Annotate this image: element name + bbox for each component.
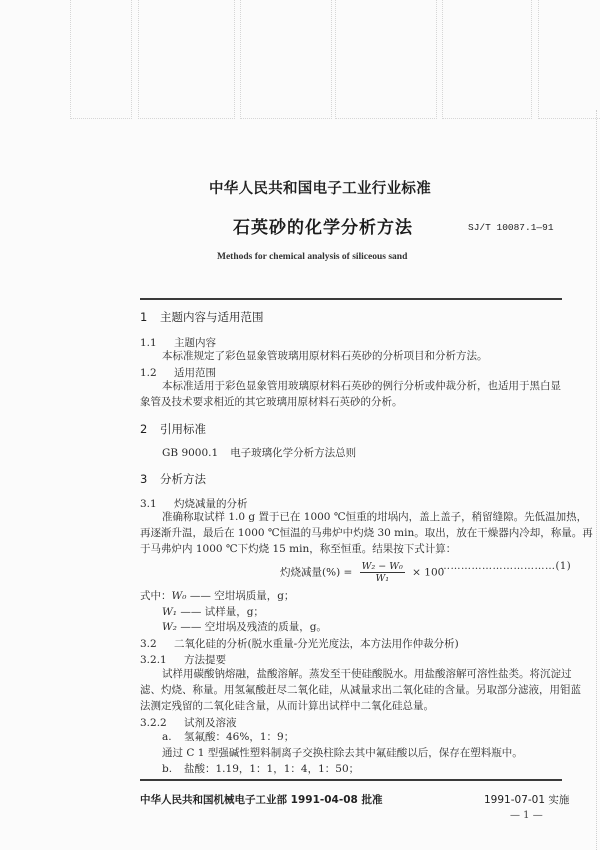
formula-lhs: 灼烧减量(%) = [280, 566, 353, 579]
equation-number: ……………………………(1) [440, 561, 572, 572]
footer-divider [140, 779, 562, 781]
bleed-box [442, 0, 532, 119]
section-1-1-heading: 1.1 主题内容 [140, 337, 216, 349]
scan-edge [596, 110, 598, 850]
implementation-date: 1991-07-01 实施 [484, 794, 570, 806]
english-title: Methods for chemical analysis of siliceous sand [217, 252, 408, 262]
bleed-box [240, 0, 332, 119]
reference-code: GB 9000.1 [162, 447, 219, 459]
bleed-box [138, 0, 235, 119]
reagent-item: b. 盐酸：1.19，1：1，1：4，1：50； [162, 763, 360, 775]
page-number: — 1 — [510, 810, 543, 821]
section-3-2-2-heading: 3.2.2 试剂及溶液 [140, 717, 237, 729]
loss-on-ignition-formula [280, 561, 444, 584]
variable-definition: 式中：W₀ —— 空坩埚质量，g； [140, 590, 295, 602]
variable-definition: W₁ —— 试样量，g； [162, 606, 264, 618]
section-3-1-text-line: 准确称取试样 1.0 g 置于已在 1000 ℃恒重的坩埚内，盖上盖子，稍留缝隙。先低温加热， [162, 511, 588, 523]
document-title: 石英砂的化学分析方法 [233, 218, 413, 238]
approval-statement: 中华人民共和国机械电子工业部 1991-04-08 批准 [140, 794, 383, 806]
bleed-box [538, 0, 600, 119]
formula-rhs: × 100 [412, 566, 445, 579]
bleed-box [70, 0, 132, 119]
referenced-standard [162, 446, 356, 461]
section-3-2-heading: 3.2 二氧化硅的分析(脱水重量-分光光度法，本方法用作仲裁分析) [140, 638, 459, 650]
section-3-1-heading: 3.1 灼烧减量的分析 [140, 498, 248, 510]
section-1-2-text-line: 象管及技术要求相近的其它玻璃用原材料石英砂的分析。 [140, 396, 403, 408]
reagent-note: 通过 C 1 型强碱性塑料制离子交换柱除去其中氟硅酸以后，保存在塑料瓶中。 [162, 747, 523, 759]
scan-bleed-through [70, 0, 600, 120]
formula-numerator: W₂ − W₀ [361, 561, 403, 572]
standard-code: SJ/T 10087.1—91 [468, 222, 554, 233]
formula-fraction [360, 561, 405, 584]
reagent-item: a. 氢氟酸：46%，1：9； [162, 731, 295, 743]
header-divider [140, 298, 562, 300]
reference-title: 电子玻璃化学分析方法总则 [230, 447, 357, 459]
section-1-1-text: 本标准规定了彩色显象管玻璃用原材料石英砂的分析项目和分析方法。 [162, 350, 488, 362]
section-1-heading: 1 主题内容与适用范围 [140, 310, 264, 324]
section-1-2-text-line: 本标准适用于彩色显象管用玻璃原材料石英砂的例行分析或仲裁分析，也适用于黑白显 [162, 380, 561, 392]
section-2-heading: 2 引用标准 [140, 422, 206, 436]
variable-definition: W₂ —— 空坩埚及残渣的质量，g。 [162, 621, 327, 633]
bleed-box [335, 0, 437, 119]
formula-denominator: W₁ [375, 573, 390, 584]
section-3-heading: 3 分析方法 [140, 472, 206, 486]
section-3-2-1-heading: 3.2.1 方法提要 [140, 654, 226, 666]
section-3-2-1-text-line: 法测定残留的二氧化硅含量，从而计算出试样中二氧化硅总量。 [140, 700, 434, 712]
standard-body-heading: 中华人民共和国电子工业行业标准 [209, 181, 431, 197]
section-3-2-1-text-line: 试样用碳酸钠熔融，盐酸溶解。蒸发至干使硅酸脱水。用盐酸溶解可溶性盐类。将沉淀过 [162, 668, 572, 680]
section-3-1-text-line: 于马弗炉内 1000 ℃下灼烧 15 min，称至恒重。结果按下式计算： [140, 543, 457, 555]
section-3-1-text-line: 再逐渐升温，最后在 1000 ℃恒温的马弗炉中灼烧 30 min。取出，放在干燥器内冷却，称量。再 [140, 527, 593, 539]
section-3-2-1-text-line: 滤、灼烧、称量。用氢氟酸赶尽二氧化硅，从减量求出二氧化硅的含量。另取部分滤液，用钼蓝 [140, 684, 581, 696]
section-1-2-heading: 1.2 适用范围 [140, 367, 216, 379]
